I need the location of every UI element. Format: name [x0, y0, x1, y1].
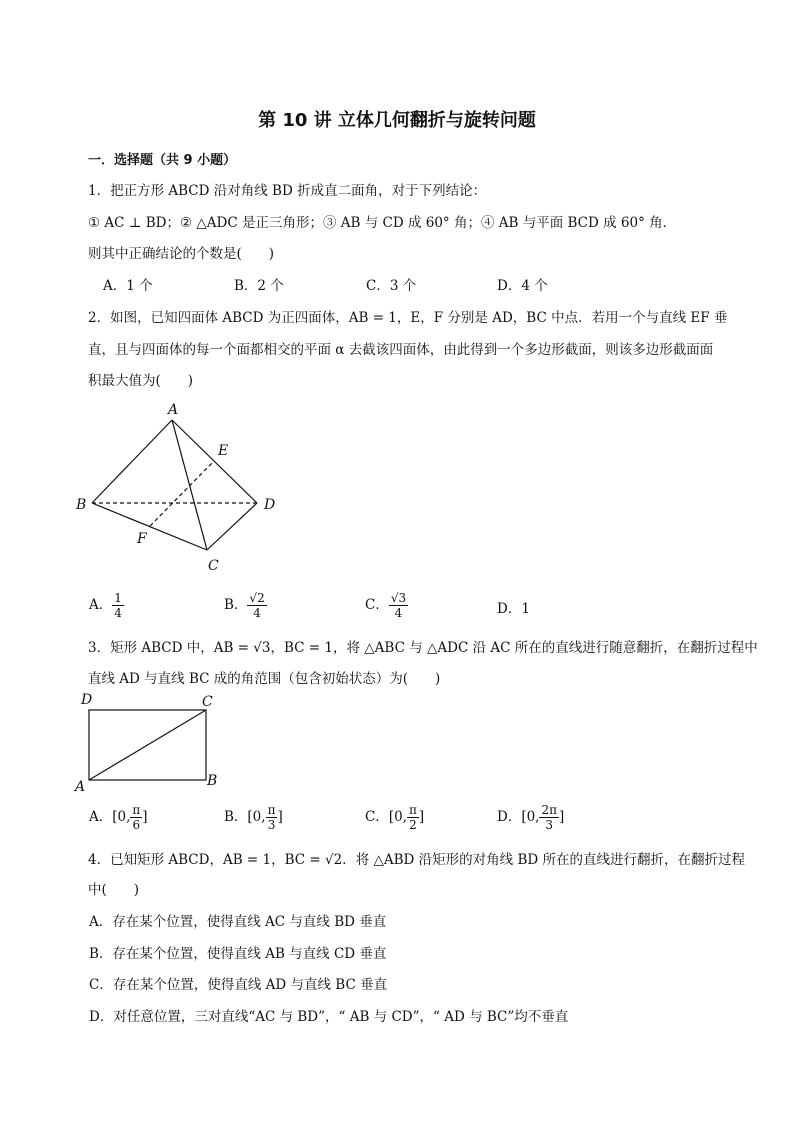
q4-option-b: B．存在某个位置，使得直线 AB 与直线 CD 垂直	[89, 946, 387, 962]
label-c: C	[202, 694, 213, 710]
q2-stem-line1: 2．如图，已知四面体 ABCD 为正四面体，AB = 1，E，F 分别是 AD，BC 中点．若用一个与直线 EF 垂	[88, 310, 728, 326]
q4-stem-line1: 4．已知矩形 ABCD，AB = 1，BC = √2．将 △ABD 沿矩形的对角线 BD 所在的直线进行翻折，在翻折过程	[88, 852, 745, 868]
q3-option-b: B．[0, $\frac{\pi}{3}$ ]	[224, 803, 283, 832]
edge-cd	[207, 503, 257, 550]
segment-ef-hidden	[150, 461, 214, 526]
q4-option-c: C．存在某个位置，使得直线 AD 与直线 BC 垂直	[89, 977, 388, 993]
q2-option-a: A． $\frac{1}{4}$	[89, 591, 122, 620]
label-b: B	[76, 497, 87, 513]
label-a: A	[168, 402, 179, 418]
edge-bc	[92, 503, 207, 550]
label-d: D	[81, 692, 93, 708]
q3-option-d: D．[0, $\frac{2\pi}{3}$ ]	[497, 803, 565, 832]
q2-stem-line3: 积最大值为( )	[88, 373, 194, 389]
q3-option-c: C．[0, $\frac{\pi}{2}$ ]	[365, 803, 425, 832]
edge-ab	[92, 420, 172, 503]
rectangle-figure	[70, 690, 230, 795]
q4-option-d: D．对任意位置，三对直线“AC 与 BD”，“ AB 与 CD”，“ AD 与 BC”均不垂直	[89, 1009, 569, 1025]
q2-option-b: B． $\frac{√2}{4}$	[224, 591, 265, 620]
q1-option-d: D．4 个	[497, 278, 548, 294]
label-d: D	[264, 497, 276, 513]
q1-option-b: B．2 个	[234, 278, 284, 294]
q1-stem-line3: 则其中正确结论的个数是( )	[88, 246, 275, 262]
edge-ac	[172, 420, 207, 550]
q2-stem-line2: 直，且与四面体的每一个面都相交的平面 α 去截该四面体，由此得到一个多边形截面，则该多边形截面面	[88, 342, 714, 358]
q1-stem-line2: ① AC ⊥ BD；② △ADC 是正三角形；③ AB 与 CD 成 60° 角；④ AB 与平面 BCD 成 60° 角．	[88, 215, 677, 231]
q3-stem-line1: 3．矩形 ABCD 中，AB = √3，BC = 1，将 △ABC 与 △ADC 沿 AC 所在的直线进行随意翻折，在翻折过程中	[88, 640, 758, 656]
q1-option-a: A．1 个	[103, 278, 153, 294]
page-title: 第 10 讲 立体几何翻折与旋转问题	[258, 110, 536, 131]
q4-option-a: A．存在某个位置，使得直线 AC 与直线 BD 垂直	[89, 914, 387, 930]
q3-option-a: A．[0, $\frac{\pi}{6}$ ]	[89, 803, 148, 832]
diagonal-ac	[89, 710, 206, 780]
section-heading: 一．选择题（共 9 小题）	[88, 153, 237, 168]
q1-stem-line1: 1．把正方形 ABCD 沿对角线 BD 折成直二面角，对于下列结论：	[88, 183, 487, 199]
q4-stem-line2: 中( )	[88, 882, 140, 898]
label-e: E	[218, 443, 229, 459]
q1-option-c: C．3 个	[366, 278, 417, 294]
label-b: B	[207, 773, 218, 789]
label-a: A	[75, 779, 86, 795]
q2-option-d: D．1	[497, 601, 530, 617]
label-f: F	[137, 531, 147, 547]
q3-stem-line2: 直线 AD 与直线 BC 成的角范围（包含初始状态）为( )	[88, 671, 441, 687]
tetrahedron-figure	[70, 398, 290, 578]
q2-option-c: C． $\frac{√3}{4}$	[365, 591, 407, 620]
label-c: C	[208, 558, 219, 574]
